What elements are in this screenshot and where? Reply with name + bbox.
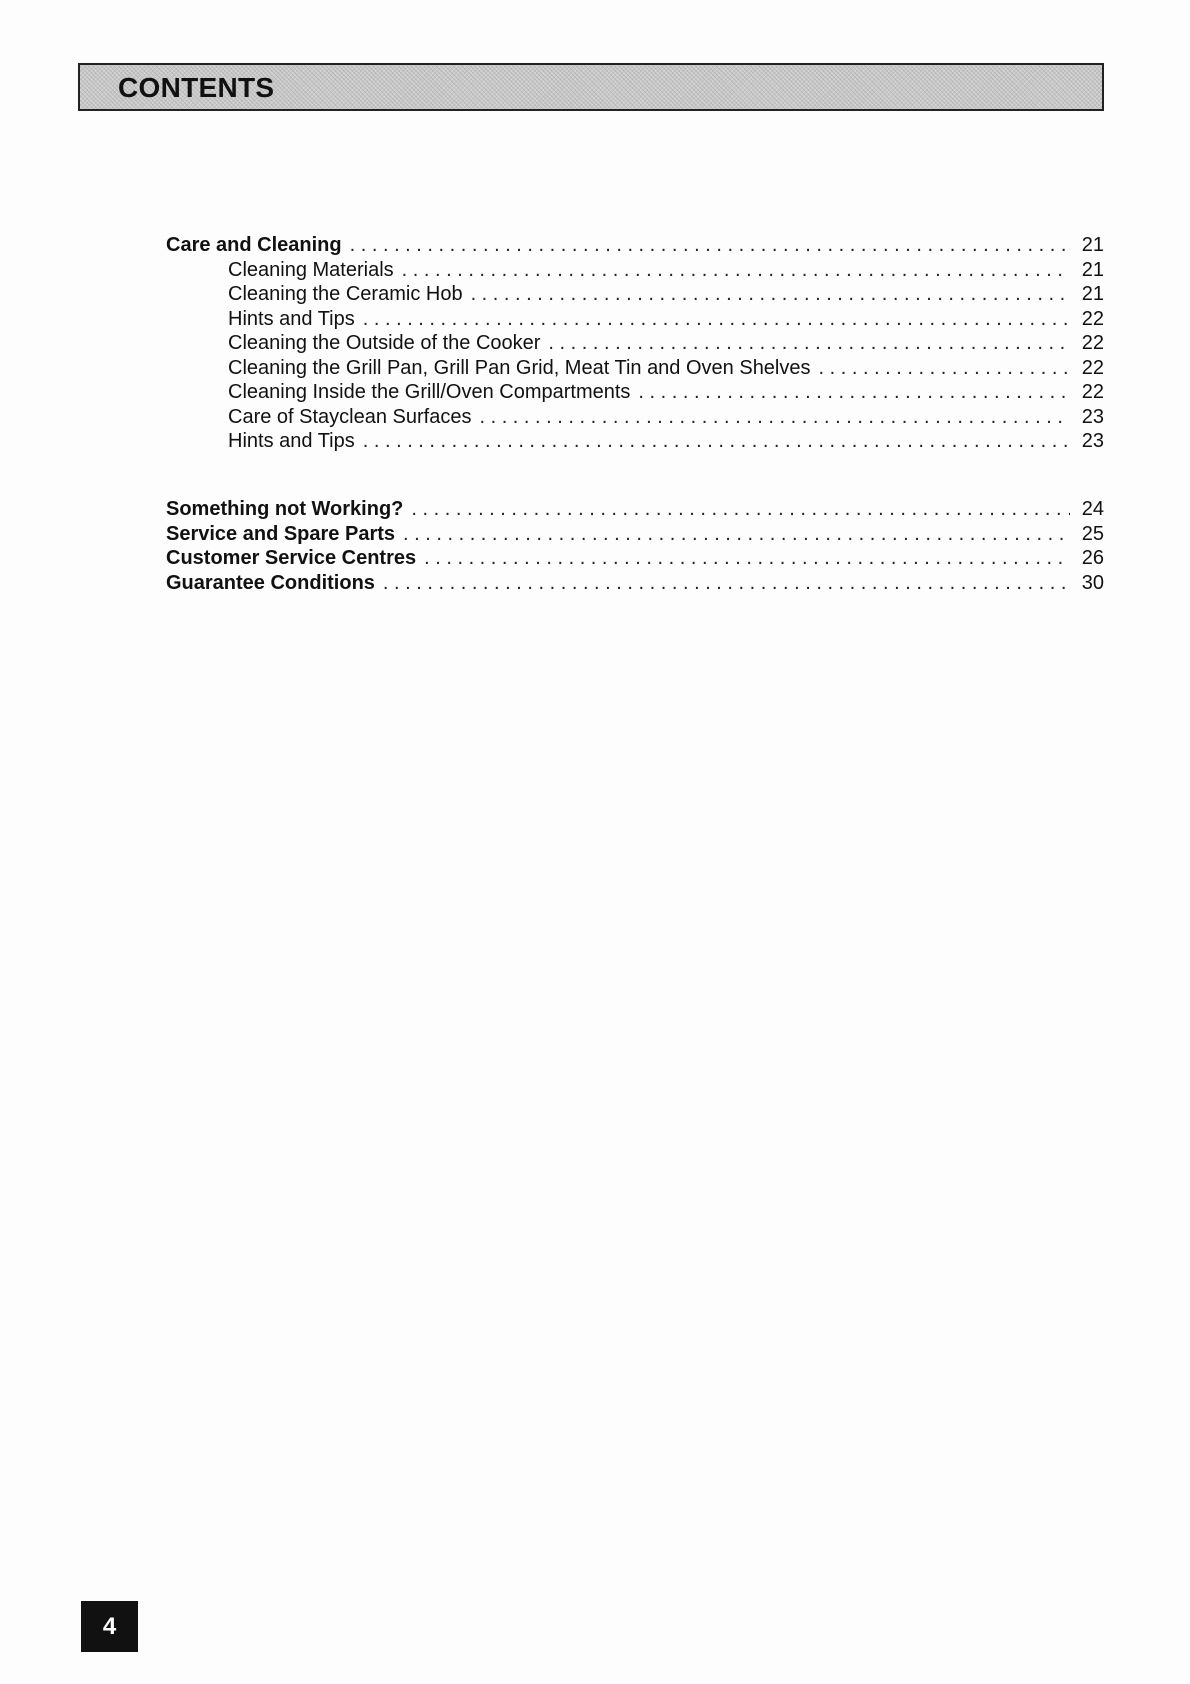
- toc-entry-label: Cleaning Materials: [228, 258, 394, 281]
- toc-entry[interactable]: [228, 429, 1104, 453]
- dot-leader: [548, 331, 1070, 355]
- toc-entry-page: 22: [1081, 356, 1104, 379]
- dot-leader: [403, 522, 1070, 546]
- toc-entry-label: Cleaning the Outside of the Cooker: [228, 332, 541, 354]
- toc-entry[interactable]: [166, 546, 1104, 570]
- dot-leader: [424, 546, 1070, 570]
- toc-entry-page: 25: [1081, 522, 1104, 545]
- toc-entry-label: Cleaning the Ceramic Hob: [228, 283, 463, 305]
- toc-entry-label: Hints and Tips: [228, 307, 355, 330]
- toc-entry[interactable]: [166, 497, 1104, 521]
- toc-entry-label: Something not Working?: [166, 498, 404, 520]
- dot-leader: [350, 233, 1070, 257]
- toc-entry-label: Service and Spare Parts: [166, 522, 396, 545]
- toc-entry-label: Customer Service Centres: [166, 547, 417, 569]
- toc-entry-page: 21: [1081, 258, 1104, 281]
- toc-entry-label: Hints and Tips: [228, 430, 355, 452]
- toc-entry[interactable]: [228, 258, 1104, 282]
- dot-leader: [383, 571, 1070, 595]
- toc-entry[interactable]: [228, 405, 1104, 429]
- toc-entry[interactable]: [166, 233, 1104, 257]
- toc-entry-page: 24: [1081, 498, 1104, 520]
- dot-leader: [471, 282, 1070, 306]
- dot-leader: [638, 380, 1070, 404]
- toc-entry-page: 21: [1081, 283, 1104, 305]
- contents-banner: [78, 63, 1104, 111]
- toc-entry-page: 30: [1081, 571, 1104, 594]
- dot-leader: [411, 497, 1070, 521]
- toc-entry-page: 22: [1081, 332, 1104, 354]
- toc-entry-label: Care of Stayclean Surfaces: [228, 405, 472, 428]
- toc-entry-label: Guarantee Conditions: [166, 571, 375, 594]
- dot-leader: [402, 258, 1070, 282]
- toc-entry-page: 23: [1081, 405, 1104, 428]
- toc-entry-page: 26: [1081, 547, 1104, 569]
- dot-leader: [479, 405, 1070, 429]
- toc-entry-label: Cleaning Inside the Grill/Oven Compartments: [228, 381, 631, 403]
- toc-entry[interactable]: [228, 356, 1104, 380]
- dot-leader: [363, 429, 1070, 453]
- toc-entry[interactable]: [166, 522, 1104, 546]
- toc-entry-label: Cleaning the Grill Pan, Grill Pan Grid, Meat Tin and Oven Shelves: [228, 356, 811, 379]
- page-number: 4: [81, 1601, 138, 1652]
- toc-entry[interactable]: [228, 380, 1104, 404]
- toc-entry-page: 21: [1081, 234, 1104, 256]
- toc-entry[interactable]: [228, 331, 1104, 355]
- toc-entry[interactable]: [228, 282, 1104, 306]
- dot-leader: [819, 356, 1071, 380]
- toc-entry[interactable]: [166, 571, 1104, 595]
- toc-entry[interactable]: [228, 307, 1104, 331]
- toc-entry-page: 22: [1081, 307, 1104, 330]
- toc-entry-page: 23: [1081, 430, 1104, 452]
- toc-entry-label: Care and Cleaning: [166, 234, 342, 256]
- dot-leader: [363, 307, 1070, 331]
- page-title: CONTENTS: [118, 72, 275, 103]
- toc-entry-page: 22: [1081, 381, 1104, 403]
